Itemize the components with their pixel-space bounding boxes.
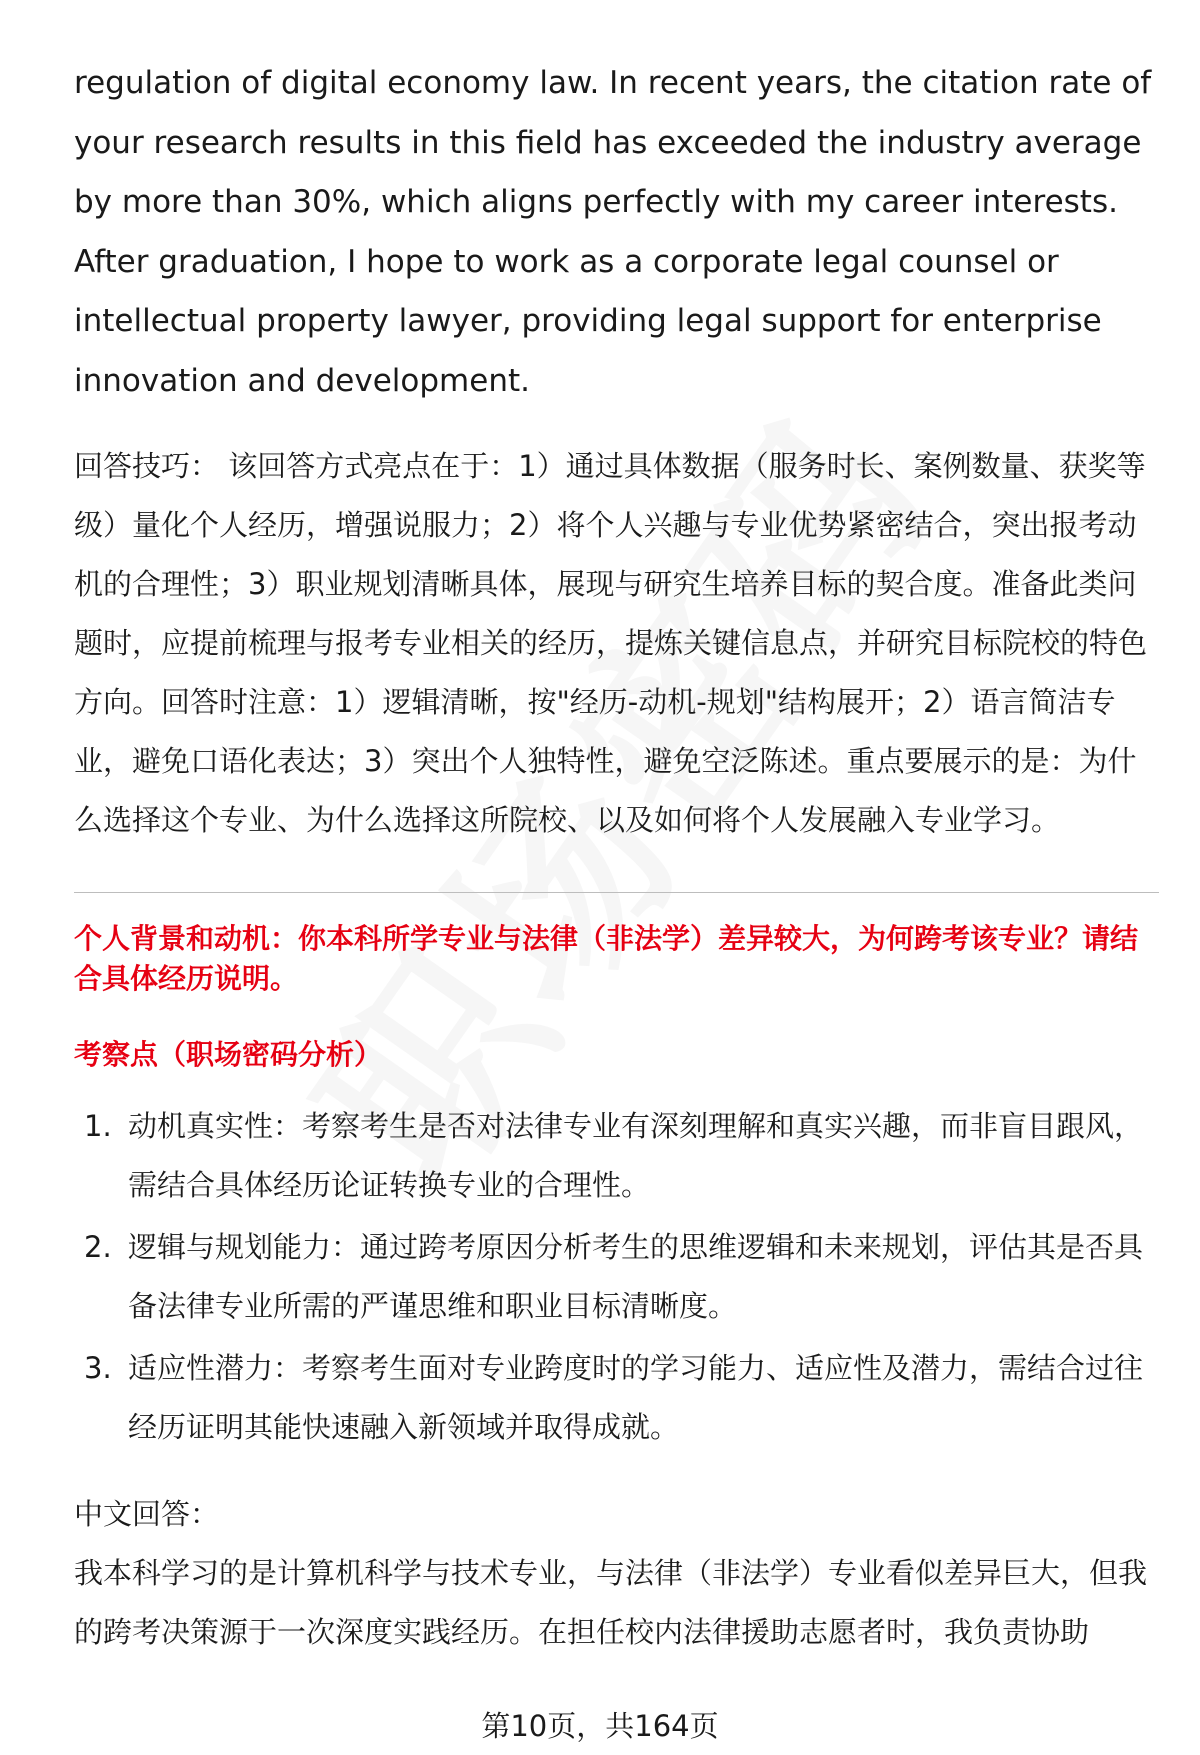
list-item	[74, 1218, 1159, 1336]
page-number-footer: 第10页，共164页	[481, 1709, 719, 1743]
question-heading: 个人背景和动机：你本科所学专业与法律（非法学）差异较大，为何跨考该专业？请结合具体经历说明。	[74, 922, 1139, 995]
list-item	[74, 1097, 1159, 1215]
answer-paragraph: 我本科学习的是计算机科学与技术专业，与法律（非法学）专业看似差异巨大，但我的跨考决策源于一次深度实践经历。在担任校内法律援助志愿者时，我负责协助	[74, 1556, 1148, 1649]
analysis-points-list	[74, 1097, 1159, 1457]
document-page	[74, 54, 1159, 1662]
answer-label: 中文回答：	[74, 1497, 220, 1531]
tips-paragraph: 回答技巧： 该回答方式亮点在于：1）通过具体数据（服务时长、案例数量、获奖等级）量化个人经历，增强说服力；2）将个人兴趣与专业优势紧密结合，突出报考动机的合理性；3）职业规划清晰具体，展现与研究生培养目标的契合度。准备此类问题时，应提前梳理与报考专业相关的经历，提炼关键信息点，并研究目标院校的特色方向。回答时注意：1）逻辑清晰，按"经历-动机-规划"结构展开；2）语言简洁专业，避免口语化表达；3）突出个人独特性，避免空泛陈述。重点要展示的是：为什么选择这个专业、为什么选择这所院校、以及如何将个人发展融入专业学习。	[74, 449, 1148, 837]
list-item	[74, 1339, 1159, 1457]
list-item-text: 动机真实性：考察考生是否对法律专业有深刻理解和真实兴趣，而非盲目跟风，需结合具体经历论证转换专业的合理性。	[128, 1109, 1144, 1202]
list-item-text: 适应性潜力：考察考生面对专业跨度时的学习能力、适应性及潜力，需结合过往经历证明其能快速融入新领域并取得成就。	[128, 1351, 1144, 1444]
list-item-text: 逻辑与规划能力：通过跨考原因分析考生的思维逻辑和未来规划，评估其是否具备法律专业所需的严谨思维和职业目标清晰度。	[128, 1230, 1144, 1323]
section-divider	[74, 892, 1159, 893]
list-item-number: 3.	[84, 1351, 112, 1385]
list-item-number: 2.	[84, 1230, 112, 1264]
list-item-number: 1.	[84, 1109, 112, 1143]
intro-paragraph: regulation of digital economy law. In recent years, the citation rate of your research results in this field has exceeded the industry average by more than 30%, which aligns perfectly with my career interests. After graduation, I hope to work as a corporate legal counsel or intellectual property lawyer, providing legal support for enterprise innovation and development.	[74, 65, 1152, 399]
analysis-heading: 考察点（职场密码分析）	[74, 1038, 383, 1071]
